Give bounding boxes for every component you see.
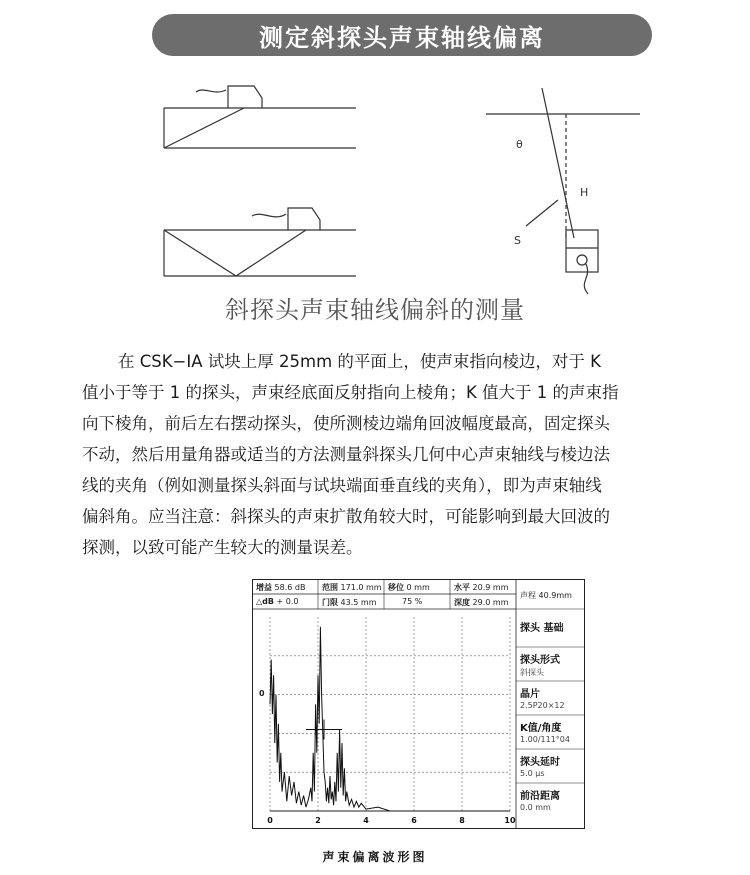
delta-db-readout: △dB + 0.0 <box>256 597 299 606</box>
x-tick-label: 8 <box>459 816 465 825</box>
probe-shape-2 <box>288 208 320 230</box>
side-delay-value: 5.0 μs <box>520 769 545 778</box>
side-delay-label: 探头延时 <box>520 757 560 768</box>
y-zero-marker: 0 <box>259 689 265 698</box>
percent-readout: 75 % <box>402 597 423 606</box>
beam-path-2 <box>164 230 306 276</box>
x-tick-label: 0 <box>267 816 273 825</box>
s-line <box>526 200 558 226</box>
beam-path <box>164 108 244 148</box>
threshold-readout: 门限 43.5 mm <box>322 598 377 607</box>
beam-axis <box>542 88 574 238</box>
horizontal-readout: 水平 20.9 mm <box>454 583 509 592</box>
side-probe-basic: 探头 基础 <box>520 623 564 634</box>
probe-cable-2 <box>252 214 286 217</box>
scope-screen <box>252 579 585 829</box>
side-probe-type-label: 探头形式 <box>520 655 560 666</box>
range-readout: 范围 171.0 mm <box>322 583 382 592</box>
para-line: 值小于等于 1 的探头，声束经底面反射指向上棱角；K 值大于 1 的声束指 <box>82 383 619 402</box>
diagram-caption: 斜探头声束轴线偏斜的测量 <box>225 296 525 324</box>
side-front-label: 前沿距离 <box>520 791 560 802</box>
probe-body <box>566 230 598 272</box>
s-label: S <box>514 234 521 247</box>
side-crystal-label: 晶片 <box>520 689 540 700</box>
side-front-value: 0.0 mm <box>520 803 551 812</box>
theta-label: θ <box>516 138 523 151</box>
side-probe-type-value: 斜探头 <box>520 668 544 677</box>
waveform-plot <box>252 609 516 829</box>
para-line: 在 CSK−IA 试块上厚 25mm 的平面上，使声束指向棱边，对于 K <box>118 352 601 371</box>
depth-readout: 深度 29.0 mm <box>454 598 509 607</box>
side-k-label: K值/角度 <box>520 723 562 734</box>
body-paragraph <box>82 346 732 563</box>
para-line: 不动，然后用量角器或适当的方法测量斜探头几何中心声束轴线与棱边法 <box>82 445 610 464</box>
para-line: 向下棱角，前后左右摆动探头，使所测棱边端角回波幅度最高，固定探头 <box>82 414 610 433</box>
h-label: H <box>580 186 589 199</box>
x-tick-label: 6 <box>411 816 417 825</box>
gain-readout: 增益 58.6 dB <box>256 583 306 592</box>
side-crystal-value: 2.5P20×12 <box>520 701 565 710</box>
echo-waveform <box>270 627 510 811</box>
side-k-value: 1.00/111°04 <box>520 735 570 744</box>
x-tick-label: 4 <box>363 816 369 825</box>
probe-shape <box>228 86 262 108</box>
x-tick-label: 2 <box>315 816 321 825</box>
figure-caption: 声束偏离波形图 <box>322 850 428 864</box>
sound-path-readout: 声程 40.9mm <box>520 591 572 600</box>
probe-diagram <box>0 66 750 296</box>
page-title: 测定斜探头声束轴线偏离 <box>152 14 652 56</box>
para-line: 探测，以致可能产生较大的测量误差。 <box>82 538 363 557</box>
probe-cable <box>196 90 226 92</box>
para-line: 线的夹角（例如测量探头斜面与试块端面垂直线的夹角），即为声束轴线 <box>82 476 602 495</box>
shift-readout: 移位 0 mm <box>388 583 430 592</box>
para-line: 偏斜角。应当注意：斜探头的声束扩散角较大时，可能影响到最大回波的 <box>82 507 610 526</box>
x-tick-label: 10 <box>504 816 516 825</box>
probe-element <box>577 255 587 265</box>
